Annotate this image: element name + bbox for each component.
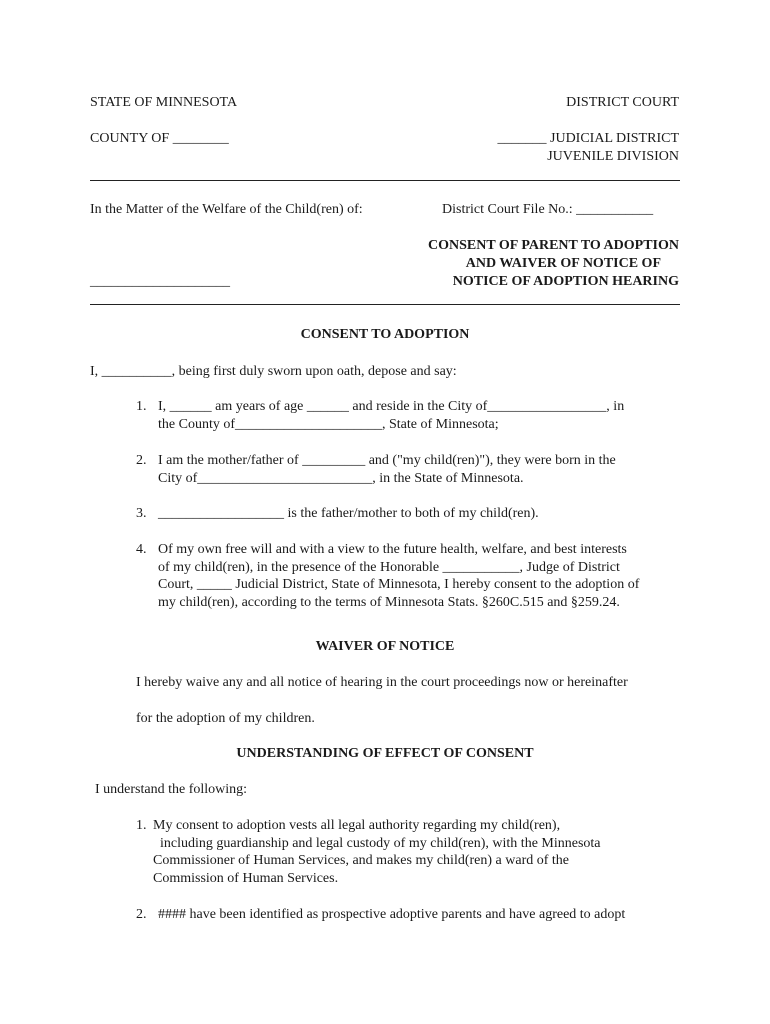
item-line: My consent to adoption vests all legal authority regarding my child(ren), [153,818,561,833]
item-line: including guardianship and legal custody of my child(ren), with the Minnesota [153,835,601,851]
document-title-line2: AND WAIVER OF NOTICE OF [465,256,661,271]
item-number: 2. [136,907,147,922]
item-number: 1. [136,818,147,833]
division-label: JUVENILE DIVISION [547,149,679,164]
state-label: STATE OF MINNESOTA [90,95,238,110]
understanding-intro: I understand the following: [95,782,248,797]
item-line: __________________ is the father/mother to both of my child(ren). [158,506,539,521]
court-label: DISTRICT COURT [566,95,679,110]
waiver-text-line2: for the adoption of my children. [136,711,315,726]
item-line: Commissioner of Human Services, and makes my child(ren) a ward of the [153,853,570,868]
understanding-heading: UNDERSTANDING OF EFFECT OF CONSENT [236,746,534,761]
consent-heading: CONSENT TO ADOPTION [300,327,470,342]
item-line: the County of_____________________, State of Minnesota; [158,416,499,432]
matter-caption: In the Matter of the Welfare of the Child(ren) of: [90,202,363,217]
item-line: of my child(ren), in the presence of the Honorable ___________, Judge of District [158,559,620,575]
item-line: City of_________________________, in the State of Minnesota. [158,470,524,486]
item-line: I am the mother/father of _________ and ("my child(ren)"), they were born in the [158,453,616,468]
county-label: COUNTY OF ________ [90,131,229,146]
child-name-blank: ____________________ [90,274,230,289]
item-line: Commission of Human Services. [153,870,339,886]
item-line: Of my own free will and with a view to the future health, welfare, and best interests [158,542,627,557]
caption-divider [90,304,680,305]
waiver-heading: WAIVER OF NOTICE [315,639,455,654]
item-number: 3. [136,506,147,521]
document-title-line1: CONSENT OF PARENT TO ADOPTION [427,238,679,253]
judicial-district-label: _______ JUDICIAL DISTRICT [497,131,679,146]
consent-intro: I, __________, being first duly sworn upon oath, depose and say: [90,364,457,379]
item-line: Court, _____ Judicial District, State of Minnesota, I hereby consent to the adoption of [158,577,640,592]
item-line: #### have been identified as prospective adoptive parents and have agreed to adopt [158,907,626,922]
item-line: my child(ren), according to the terms of Minnesota Stats. §260C.515 and §259.24. [158,594,620,610]
file-number: District Court File No.: ___________ [442,202,654,217]
header-divider [90,180,680,181]
waiver-text-line1: I hereby waive any and all notice of hearing in the court proceedings now or hereinafter [136,675,628,690]
item-number: 1. [136,399,147,414]
item-number: 4. [136,542,147,557]
item-number: 2. [136,453,147,468]
document-title-line3: NOTICE OF ADOPTION HEARING [452,274,679,289]
item-line: I, ______ am years of age ______ and reside in the City of_________________, in [158,399,625,414]
